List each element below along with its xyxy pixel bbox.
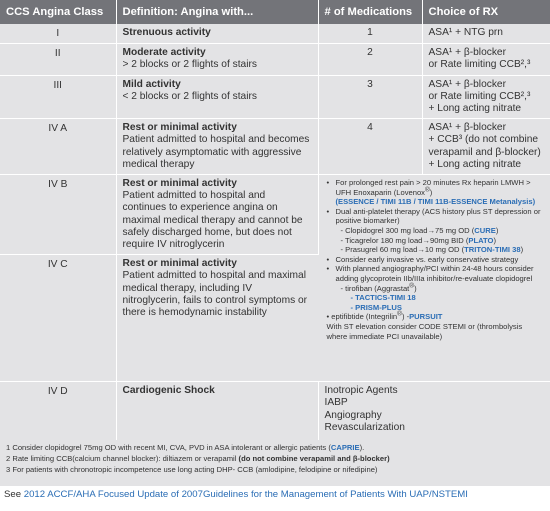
rx-cell: [422, 119, 550, 175]
registered-mark: ®: [397, 310, 402, 318]
eptifibatide-line: • eptifibtide (Integrilin®) -PURSUIT: [326, 310, 443, 322]
medication-count: 2: [318, 44, 422, 75]
footnote-1: [6, 443, 544, 454]
drug-text: ): [493, 235, 496, 245]
trial-link-plato[interactable]: PLATO: [468, 235, 494, 245]
definition-title: Rest or minimal activity: [122, 178, 237, 190]
see-prefix: See: [4, 489, 24, 500]
definition-title: Strenuous activity: [122, 27, 211, 38]
header-class: CCS Angina Class: [0, 0, 116, 24]
drug-text: - tirofiban (Aggrastat: [340, 283, 410, 293]
definition-cell: [116, 175, 318, 255]
trial-link-prism[interactable]: - PRISM-PLUS: [350, 302, 402, 312]
rx-line: + Long acting nitrate: [428, 103, 522, 115]
rx-cell: [422, 24, 550, 44]
ticagrelor-line: [327, 236, 545, 246]
therapy-item: [327, 264, 545, 283]
definition-cell: [116, 75, 318, 119]
definition-cell: [116, 255, 318, 382]
rx-line: ASA¹ + β-blocker: [428, 78, 506, 90]
definition-title: Moderate activity: [122, 47, 206, 59]
prasugrel-line: [327, 245, 545, 255]
therapy-item: [327, 207, 545, 226]
definition-detail: Patient admitted to hospital and becomes relatively asymptomatic with aggressive medical therapy: [122, 134, 310, 170]
guideline-link[interactable]: 2012 ACCF/AHA Focused Update of 2007Guidelines for the Management of Patients With UAP/NSTEMI: [23, 489, 468, 500]
therapy-text: Dual anti-platelet therapy (ACS history plus ST depression or positive biomarker): [335, 206, 541, 226]
drug-text: ): [520, 245, 524, 255]
therapy-text: For prolonged rest pain > 20 minutes Rx heparin LMWH > UFH Enoxaparin (Lovenox: [335, 178, 531, 197]
definition-cell: [116, 44, 318, 75]
footnote-3: 3 For patients with chronotropic incompetence use long acting DHP- CCB (amlodipine, felodipine or nifedipine): [6, 464, 378, 474]
trial-link-cure[interactable]: CURE: [474, 226, 496, 235]
registered-mark: ®: [424, 186, 430, 194]
row-class-i: [0, 24, 550, 44]
definition-cell: [116, 119, 318, 175]
acs-therapy-cell: [318, 175, 550, 382]
medication-count: 3: [318, 75, 422, 119]
drug-text: - Ticagrelor 180 mg load→90mg BID (: [340, 235, 469, 245]
row-class-iv-b: [0, 175, 550, 255]
drug-text: ) -: [401, 312, 410, 322]
therapy-list: [327, 255, 545, 284]
header-medications: # of Medications: [318, 0, 422, 24]
drug-text: ): [414, 283, 417, 293]
rx-cell: [422, 44, 550, 75]
rx-line: Inotropic Agents: [324, 385, 398, 397]
class-cell: II: [0, 44, 116, 75]
rx-line: ASA¹ + β-blocker: [428, 122, 506, 134]
row-class-ii: [0, 44, 550, 75]
class-cell: IV C: [0, 255, 116, 382]
medication-count: 4: [318, 119, 422, 175]
footnote-text: 2 Rate limiting CCB(calcium channel blocker): diltiazem or verapamil: [6, 453, 239, 463]
footnote-text: 1 Consider clopidogrel 75mg OD with recent MI, CVA, PVD in ASA intolerant or allergic patients (: [6, 443, 331, 452]
class-cell: III: [0, 75, 116, 119]
tirofiban-line: [327, 284, 545, 294]
header-definition: Definition: Angina with...: [116, 0, 318, 24]
rx-line: + CCB³ (do not combine: [428, 134, 539, 146]
rx-line: or Rate limiting CCB²,³: [428, 90, 531, 102]
row-class-iv-a: [0, 119, 550, 175]
footnote-2: [6, 454, 544, 465]
rx-line: IABP: [324, 397, 348, 409]
drug-text: ): [495, 226, 499, 235]
class-cell: I: [0, 24, 116, 44]
clopidogrel-line: [327, 226, 545, 236]
stemi-note: With ST elevation consider CODE STEMI or (thrombolysis where immediate PCI unavailable): [326, 321, 523, 341]
definition-detail: < 2 blocks or 2 flights of stairs: [122, 90, 257, 102]
rx-line: verapamil and β-blocker): [428, 146, 541, 158]
header-rx: Choice of RX: [422, 0, 550, 24]
trial-link-essence[interactable]: (ESSENCE / TIMI 11B / TIMI 11B-ESSENCE Metanalysis): [335, 197, 536, 207]
definition-detail: > 2 blocks or 2 flights of stairs: [122, 59, 257, 71]
rx-line: Revascularization: [324, 421, 405, 433]
definition-detail: Patient admitted to hospital and maximal medical therapy, including IV nitroglycerin, fails to control symptoms or there is hemodynamic instability: [122, 270, 308, 319]
class-cell: IV D: [0, 382, 116, 441]
row-class-iii: [0, 75, 550, 119]
guideline-reference: [4, 489, 468, 500]
shock-rx-cell: [318, 382, 550, 441]
trial-link-caprie[interactable]: CAPRIE: [330, 443, 360, 452]
therapy-text: Consider early invasive vs. early conservative strategy: [335, 254, 519, 264]
rx-cell: [422, 75, 550, 119]
rx-line: ASA¹ + β-blocker: [428, 47, 506, 59]
definition-cell: [116, 24, 318, 44]
definition-title: Cardiogenic Shock: [122, 385, 215, 397]
trial-link-pursuit[interactable]: PURSUIT: [409, 312, 443, 322]
definition-detail: Patient admitted to hospital and continues to experience angina on maximal medical therapy and cannot be safely discharged home, but does not require IV nitroglycerin: [122, 190, 303, 251]
drug-text: - Prasugrel 60 mg load→10 mg OD (: [340, 245, 465, 255]
footnote-text: ).: [359, 443, 365, 452]
therapy-item: [327, 178, 545, 207]
rx-line: Angiography: [324, 409, 382, 421]
row-class-iv-d: [0, 382, 550, 441]
footnote-bold: (do not combine verapamil and β-blocker): [238, 453, 390, 463]
therapy-text: With planned angiography/PCI within 24-48 hours consider adding glycoprotein IIb/IIIa inhibitor/re-evaluate clopidogrel: [335, 264, 534, 283]
registered-mark: ®: [409, 282, 415, 290]
definition-title: Rest or minimal activity: [122, 258, 237, 270]
class-cell: IV A: [0, 119, 116, 175]
footnotes: [0, 440, 550, 486]
class-cell: IV B: [0, 175, 116, 255]
therapy-list: [327, 178, 545, 226]
drug-text: eptifibtide (Integrilin: [331, 312, 398, 322]
definition-cell: [116, 382, 318, 441]
medication-count: 1: [318, 24, 422, 44]
definition-title: Rest or minimal activity: [122, 122, 237, 134]
rx-line: ASA¹ + NTG prn: [428, 27, 503, 38]
drug-text: - Clopidogrel 300 mg load→75 mg OD (: [340, 226, 475, 235]
table-header-row: [0, 0, 550, 24]
rx-line: + Long acting nitrate: [428, 158, 522, 170]
therapy-item: [327, 255, 545, 265]
trial-link-tactics[interactable]: - TACTICS-TIMI 18: [350, 293, 416, 303]
trial-link-triton[interactable]: TRITON-TIMI 38: [464, 245, 521, 255]
definition-title: Mild activity: [122, 78, 181, 90]
rx-line: or Rate limiting CCB²,³: [428, 59, 531, 71]
therapy-text: ): [429, 187, 433, 197]
